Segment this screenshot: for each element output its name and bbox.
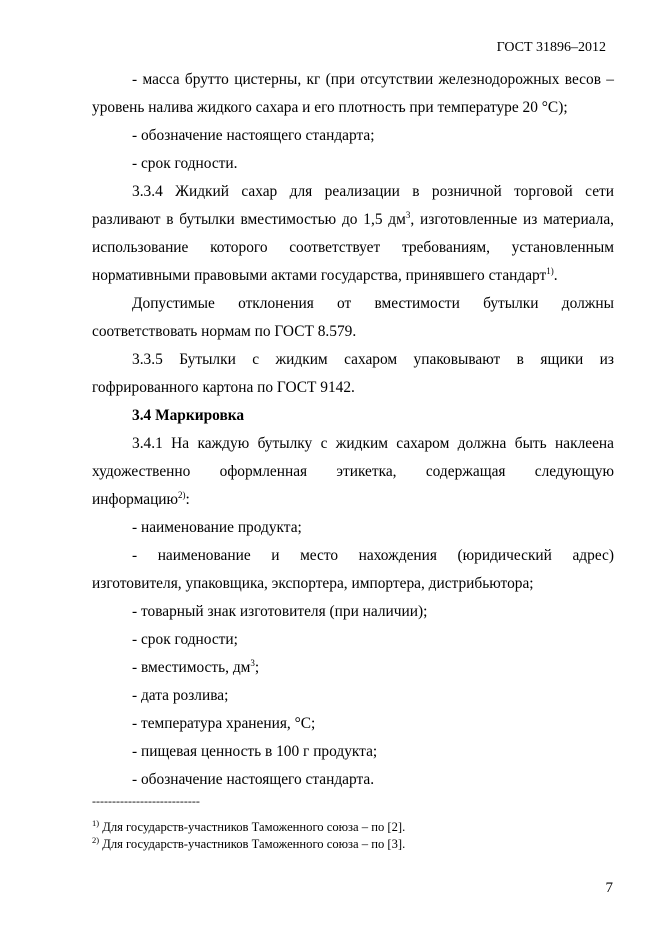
list-item-bottling-date: - дата розлива; [132, 687, 229, 704]
clause-3-3-4-line4: нормативными правовыми актами государства, принявшего стандарт$^{1)}$. [92, 265, 558, 284]
list-item-designation-2: - обозначение настоящего стандарта. [132, 771, 375, 788]
footnotes [92, 819, 614, 853]
list-item-mass-line1: - масса брутто цистерны, кг (при отсутствии железнодорожных весов – [132, 71, 614, 88]
clause-3-3-5-line2: гофрированного картона по ГОСТ 9142. [92, 379, 355, 396]
clause-3-3-4-line2: разливают в бутылки вместимостью до 1,5 $дм^3$, изготовленные из материала, [92, 209, 615, 228]
list-item-trademark: - товарный знак изготовителя (при наличии); [132, 603, 428, 620]
tolerance-line1: Допустимые отклонения от вместимости бутылки должны [132, 295, 614, 312]
list-item-capacity: - вместимость, $дм^3$; [132, 657, 260, 676]
list-item-storage-temp: - температура хранения, °С; [132, 715, 316, 732]
footnote-ref-2[interactable]: 2) [178, 489, 186, 500]
list-item-mass-line2: уровень налива жидкого сахара и его плотность при температуре 20 °С); [92, 99, 568, 116]
footnote-1 [92, 819, 614, 836]
footnote-2 [92, 836, 614, 853]
list-item-designation: - обозначение настоящего стандарта; [132, 127, 375, 144]
superscript-cube: 3 [405, 209, 411, 220]
list-item-shelf-life: - срок годности. [132, 155, 238, 172]
list-item-location-line1: - наименование и место нахождения (юридический адрес) [132, 547, 614, 564]
tolerance-line2: соответствовать нормам по ГОСТ 8.579. [92, 323, 357, 340]
list-item-nutrition: - пищевая ценность в 100 г продукта; [132, 743, 378, 760]
footnote-2-mark: 2) [92, 834, 100, 845]
clause-3-4-1-line1: 3.4.1 На каждую бутылку с жидким сахаром должна быть наклеена [132, 435, 614, 452]
clause-3-3-4-line3: использование которого соответствует требованиям, установленным [92, 239, 614, 256]
footnote-ref-1[interactable]: 1) [546, 265, 554, 276]
list-item-location-line2: изготовителя, упаковщика, экспортера, импортера, дистрибьютора; [92, 575, 534, 592]
clause-3-3-5-line1: 3.3.5 Бутылки с жидким сахаром упаковывают в ящики из [132, 351, 614, 368]
document-body [92, 66, 614, 794]
clause-3-3-4-line1: 3.3.4 Жидкий сахар для реализации в розничной торговой сети [132, 183, 614, 200]
document-header: ГОСТ 31896–2012 [496, 40, 606, 55]
page-number: 7 [605, 880, 613, 896]
section-heading-marking: 3.4 Маркировка [132, 407, 245, 424]
clause-3-4-1-line2: художественно оформленная этикетка, содержащая следующую [92, 463, 614, 480]
list-item-product-name: - наименование продукта; [132, 519, 302, 536]
footnote-separator: --------------------------- [92, 794, 200, 808]
footnote-1-text: Для государств-участников Таможенного союза – по [2]. [99, 820, 406, 834]
list-item-shelf-life-2: - срок годности; [132, 631, 238, 648]
footnote-2-text: Для государств-участников Таможенного союза – по [3]. [99, 837, 406, 851]
superscript-cube-2: 3 [250, 657, 255, 668]
clause-3-4-1-line3: информацию$^{2)}$: [92, 489, 190, 508]
footnote-1-mark: 1) [92, 817, 100, 828]
